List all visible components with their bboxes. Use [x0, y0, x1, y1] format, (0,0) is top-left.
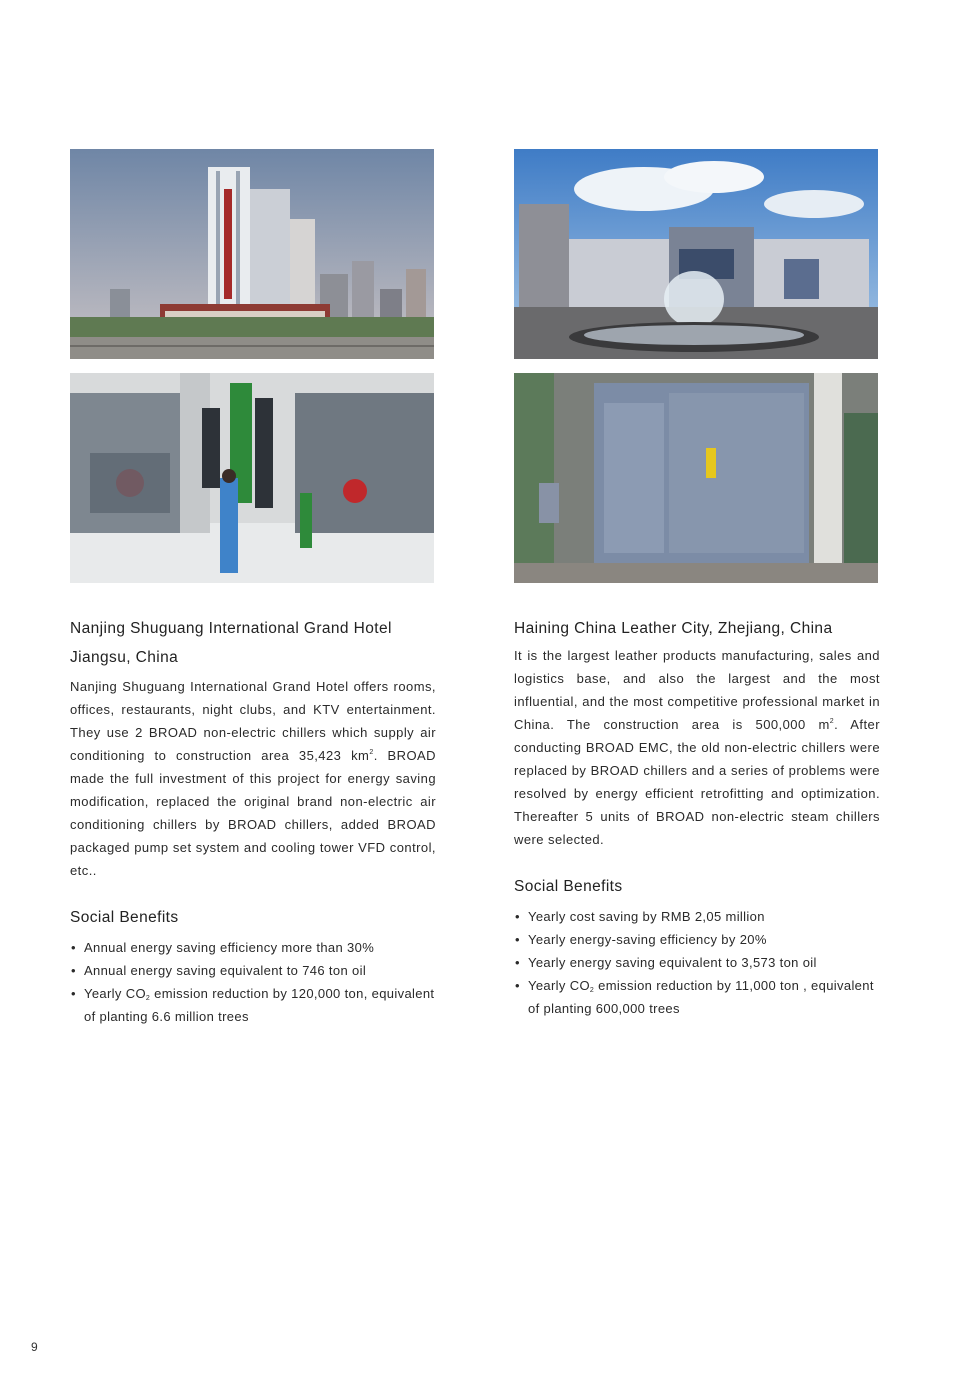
bullet-dot: •	[515, 978, 520, 993]
bullet-text: Annual energy saving equivalent to 746 ton oil	[84, 963, 367, 978]
bullet-dot: •	[71, 963, 76, 978]
bullet-dot: •	[515, 932, 520, 947]
description-part2: . After conducting BROAD EMC, the old non-electric chillers were replaced by BROAD chillers and a series of problems were resolved by energy efficient retrofitting and optimization. Thereafter 5 units of BROAD non-electric steam chillers were selected.	[514, 717, 880, 847]
social-benefits-title: Social Benefits	[514, 878, 623, 895]
bullet-text-pre: Yearly CO	[528, 978, 590, 993]
description-part1: Nanjing Shuguang International Grand Hotel offers rooms, offices, restaurants, night clubs, and KTV entertainment. They use 2 BROAD non-electric chillers which supply air conditioning to construction area 35,423 km	[70, 679, 436, 763]
hotel-plant-photo	[70, 373, 434, 583]
bullet-dot: •	[515, 909, 520, 924]
project-title-line1: Nanjing Shuguang International Grand Hotel	[70, 620, 392, 637]
bullet-text: Yearly cost saving by RMB 2,05 million	[528, 909, 765, 924]
bullet-text-pre: Yearly CO	[84, 986, 146, 1001]
bullet-text-post: emission reduction by 120,000 ton, equivalent of planting 6.6 million trees	[84, 986, 435, 1024]
bullet-dot: •	[71, 940, 76, 955]
list-item	[514, 928, 880, 951]
list-item	[514, 905, 880, 928]
bullet-text-post: emission reduction by 11,000 ton , equivalent of planting 600,000 trees	[528, 978, 874, 1016]
social-benefits-list	[514, 905, 880, 1020]
page-number: 9	[31, 1340, 38, 1354]
project-title-line2: Jiangsu, China	[70, 649, 179, 666]
leather-city-plant-photo	[514, 373, 878, 583]
project-nanjing	[70, 614, 436, 1028]
list-item	[514, 951, 880, 974]
hotel-photo	[70, 149, 434, 359]
list-item	[70, 959, 436, 982]
bullet-dot: •	[71, 986, 76, 1001]
list-item	[514, 974, 880, 1020]
subscript: 2	[145, 995, 151, 1002]
list-item	[70, 936, 436, 959]
bullet-text: Annual energy saving efficiency more than 30%	[84, 940, 375, 955]
project-title: Haining China Leather City, Zhejiang, China	[514, 620, 833, 637]
description-part1: It is the largest leather products manufacturing, sales and logistics base, and also the largest and the most influential, and the most competitive professional market in China. The construction area is 500,000 m	[514, 648, 880, 732]
bullet-text: Yearly energy-saving efficiency by 20%	[528, 932, 767, 947]
leather-city-photo	[514, 149, 878, 359]
project-description	[70, 675, 436, 882]
description-part2: . BROAD made the full investment of this project for energy saving modification, replaced the original brand non-electric air conditioning chillers by BROAD chillers, added BROAD packaged pump set system and cooling tower VFD control, etc..	[70, 748, 436, 878]
bullet-text: Yearly energy saving equivalent to 3,573 ton oil	[528, 955, 817, 970]
project-haining	[514, 614, 880, 1020]
bullet-dot: •	[515, 955, 520, 970]
social-benefits-list	[70, 936, 436, 1028]
superscript: 2	[369, 749, 374, 756]
subscript: 2	[589, 987, 595, 994]
social-benefits-title: Social Benefits	[70, 909, 179, 926]
list-item	[70, 982, 436, 1028]
superscript: 2	[829, 718, 835, 725]
project-title	[70, 614, 436, 672]
project-description	[514, 644, 880, 851]
